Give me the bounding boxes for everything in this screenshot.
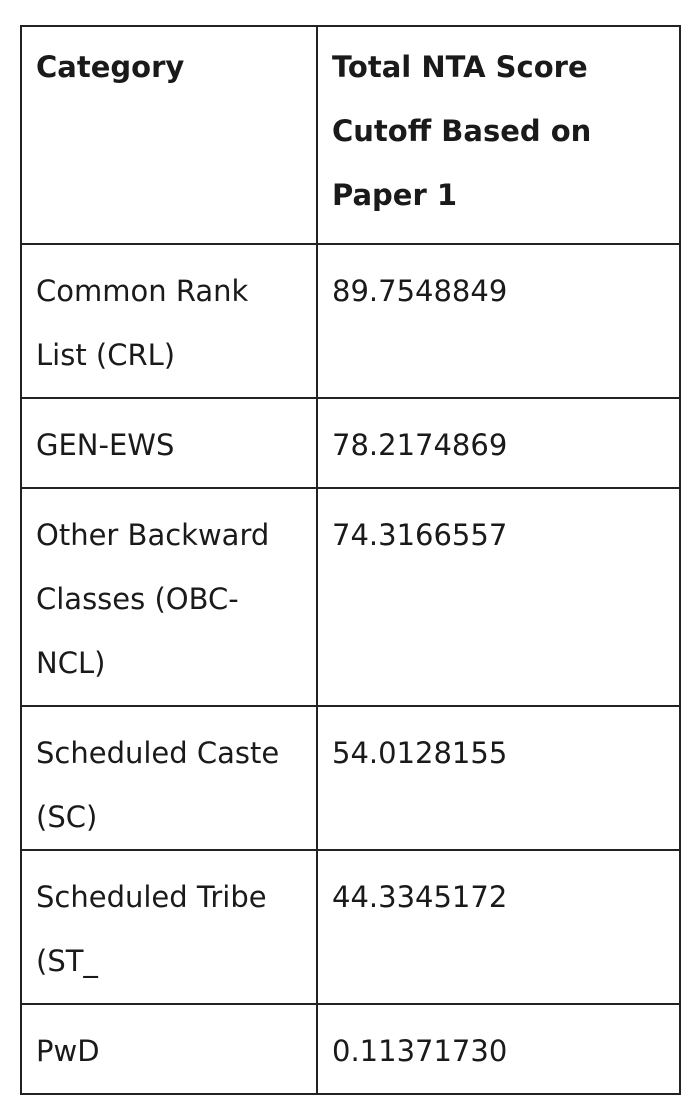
score-cell: 74.3166557	[317, 488, 680, 706]
score-cell: 89.7548849	[317, 244, 680, 398]
score-cell: 54.0128155	[317, 706, 680, 850]
score-cell: 44.3345172	[317, 850, 680, 1004]
category-cell: Common Rank List (CRL)	[21, 244, 317, 398]
table-row	[21, 398, 680, 488]
score-cell: 78.2174869	[317, 398, 680, 488]
category-cell: GEN-EWS	[21, 398, 317, 488]
category-cell: Other Backward Classes (OBC-NCL)	[21, 488, 317, 706]
table-row	[21, 706, 680, 850]
table-row	[21, 488, 680, 706]
cutoff-table	[20, 25, 681, 1095]
header-category: Category	[21, 26, 317, 244]
score-cell: 0.11371730	[317, 1004, 680, 1094]
category-cell: PwD	[21, 1004, 317, 1094]
header-score: Total NTA Score Cutoff Based on Paper 1	[317, 26, 680, 244]
table-header-row	[21, 26, 680, 244]
table-row	[21, 850, 680, 1004]
table-row	[21, 1004, 680, 1094]
category-cell: Scheduled Caste (SC)	[21, 706, 317, 850]
table-row	[21, 244, 680, 398]
category-cell: Scheduled Tribe (ST_	[21, 850, 317, 1004]
